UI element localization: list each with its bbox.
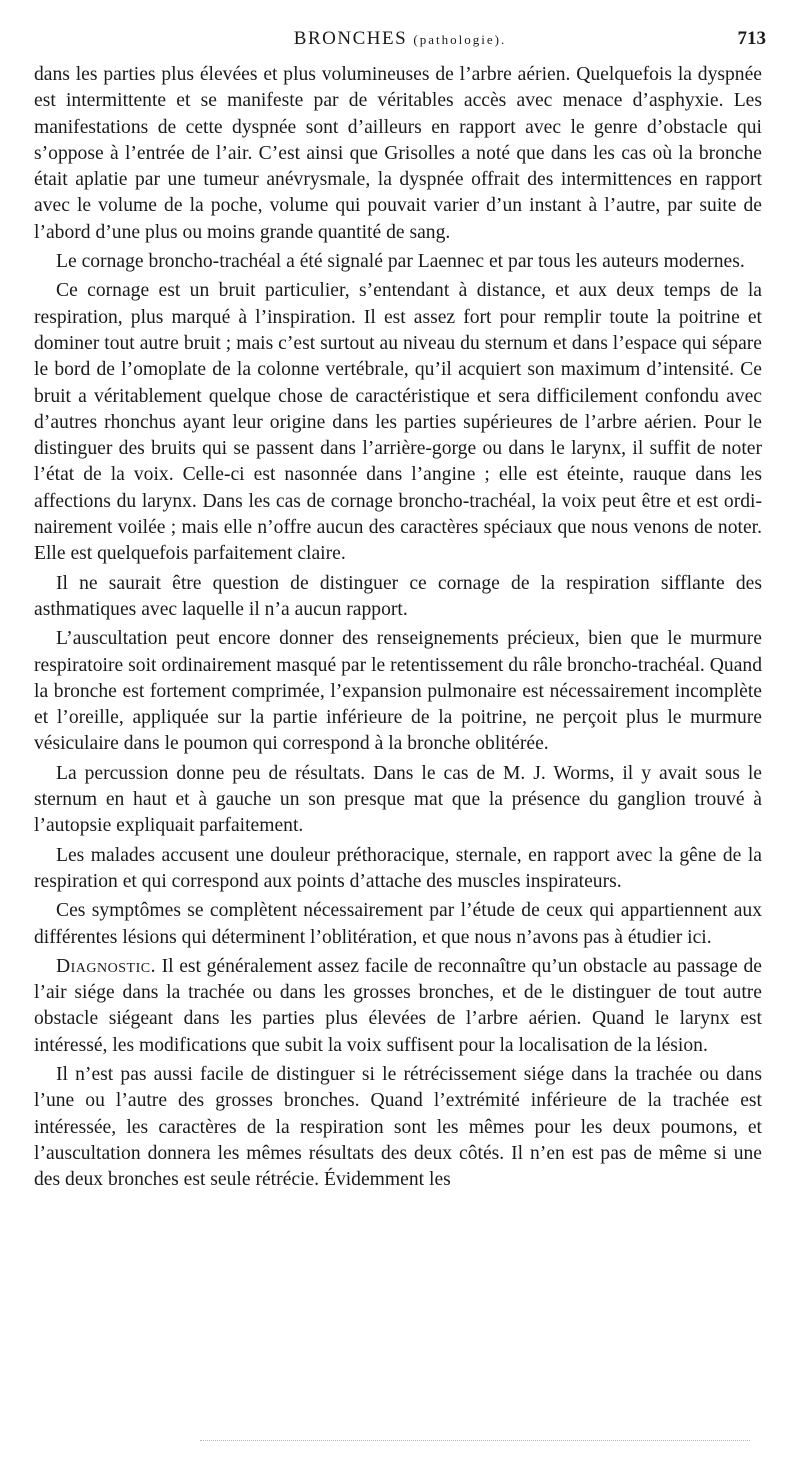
paragraph: Ces symptômes se complètent nécessairement par l’étude de ceux qui appartiennent aux différentes lésions qui déterminent l’oblitération, et que nous n’avons pas à étudier ici. (34, 900, 762, 948)
paragraph: Ce cornage est un bruit particulier, s’entendant à distance, et aux deux temps de la respiration, plus marqué à l’inspiration. Il est assez fort pour remplir toute la poitrine et dominer tout autre bruit ; mais c’est surtout au niveau du sternum et dans l’espace qui sépare le bord de l’omoplate de la colonne vertébrale, qu’il acquiert son maximum d’intensité. Ce bruit a véritablement quelque chose de caractéristique et sera difficilement confondu avec d’autres rhonchus ayant leur origine dans les parties supérieures de l’arbre aérien. Pour le distinguer des bruits qui se passent dans l’arrière-gorge ou dans le larynx, il suffit de noter l’état de la voix. Celle-ci est nasonnée dans l’angine ; elle est éteinte, rauque dans les affections du larynx. Dans les cas de cornage broncho-trachéal, la voix peut être et est ordinairement voilée ; mais elle n’offre aucun des caractères spéciaux que nous venons de noter. Elle est quelquefois parfaitement claire. (34, 280, 762, 565)
diagnostic-paragraph (34, 954, 762, 1059)
footer-rule (200, 1440, 750, 1441)
section-heading-diagnostic: Diagnostic. (56, 955, 156, 977)
page-header (34, 28, 766, 58)
paragraph: Il ne saurait être question de distinguer ce cornage de la respiration sifflante des asthmatiques avec laquelle il n’a aucun rapport. (34, 572, 762, 620)
paragraph: Le cornage broncho-trachéal a été signalé par Laennec et par tous les auteurs modernes. (56, 251, 745, 273)
paragraph: Il n’est pas aussi facile de distinguer si le rétrécissement siége dans la trachée ou dans l’une ou l’autre des grosses bronches. Quand l’extrémité inférieure de la trachée est intéressée, les caractères de la respiration sont les mêmes pour les deux poumons, et l’auscultation donnera les mêmes résultats des deux côtés. Il n’en est pas de même si une des deux bronches est seule rétrécie. Évidemment les (34, 1063, 762, 1191)
diagnostic-text: Il est généralement assez facile de reconnaître qu’un obstacle au passage de l’air siége dans la trachée ou dans les grosses bronches, et de le distinguer de tout autre obstacle siégeant dans les parties plus élevées de l’arbre aérien. Quand le larynx est intéressé, les modifications que subit la voix suffisent pour la localisation de la lésion. (34, 955, 762, 1056)
running-title-sub: (pathologie). (413, 32, 507, 47)
running-title-main: BRONCHES (293, 28, 408, 49)
body-text (34, 62, 762, 1196)
page-number: 713 (737, 28, 766, 49)
paragraph: Les malades accusent une douleur préthoracique, sternale, en rapport avec la gêne de la respiration et qui correspond aux points d’attache des muscles inspirateurs. (34, 844, 762, 892)
paragraph: dans les parties plus élevées et plus volumineuses de l’arbre aérien. Quelquefois la dyspnée est intermittente et se manifeste par de véritables accès avec menace d’asphyxie. Les manifestations de cette dyspnée sont d’ailleurs en rapport avec le genre d’obstacle qui s’oppose à l’entrée de l’air. C’est ainsi que Grisolles a noté que dans les cas où la bronche était aplatie par une tumeur anévrysmale, la dyspnée offrait des intermittences en rapport avec le volume de la poche, volume qui pouvait varier d’un instant à l’autre, par suite de l’abord d’une plus ou moins grande quantité de sang. (34, 64, 762, 243)
paragraph: L’auscultation peut encore donner des renseignements précieux, bien que le murmure respiratoire soit ordinairement masqué par le retentissement du râle broncho-trachéal. Quand la bronche est fortement comprimée, l’expansion pulmonaire est nécessairement incomplète et l’oreille, appliquée sur la partie inférieure de la poitrine, ne perçoit plus le murmure vésiculaire dans le poumon qui correspond à la bronche oblitérée. (34, 628, 762, 755)
paragraph: La percussion donne peu de résultats. Dans le cas de M. J. Worms, il y avait sous le sternum en haut et à gauche un son presque mat que la présence du ganglion trouvé à l’autopsie expliquait parfaitement. (34, 762, 762, 837)
running-title (34, 28, 766, 50)
